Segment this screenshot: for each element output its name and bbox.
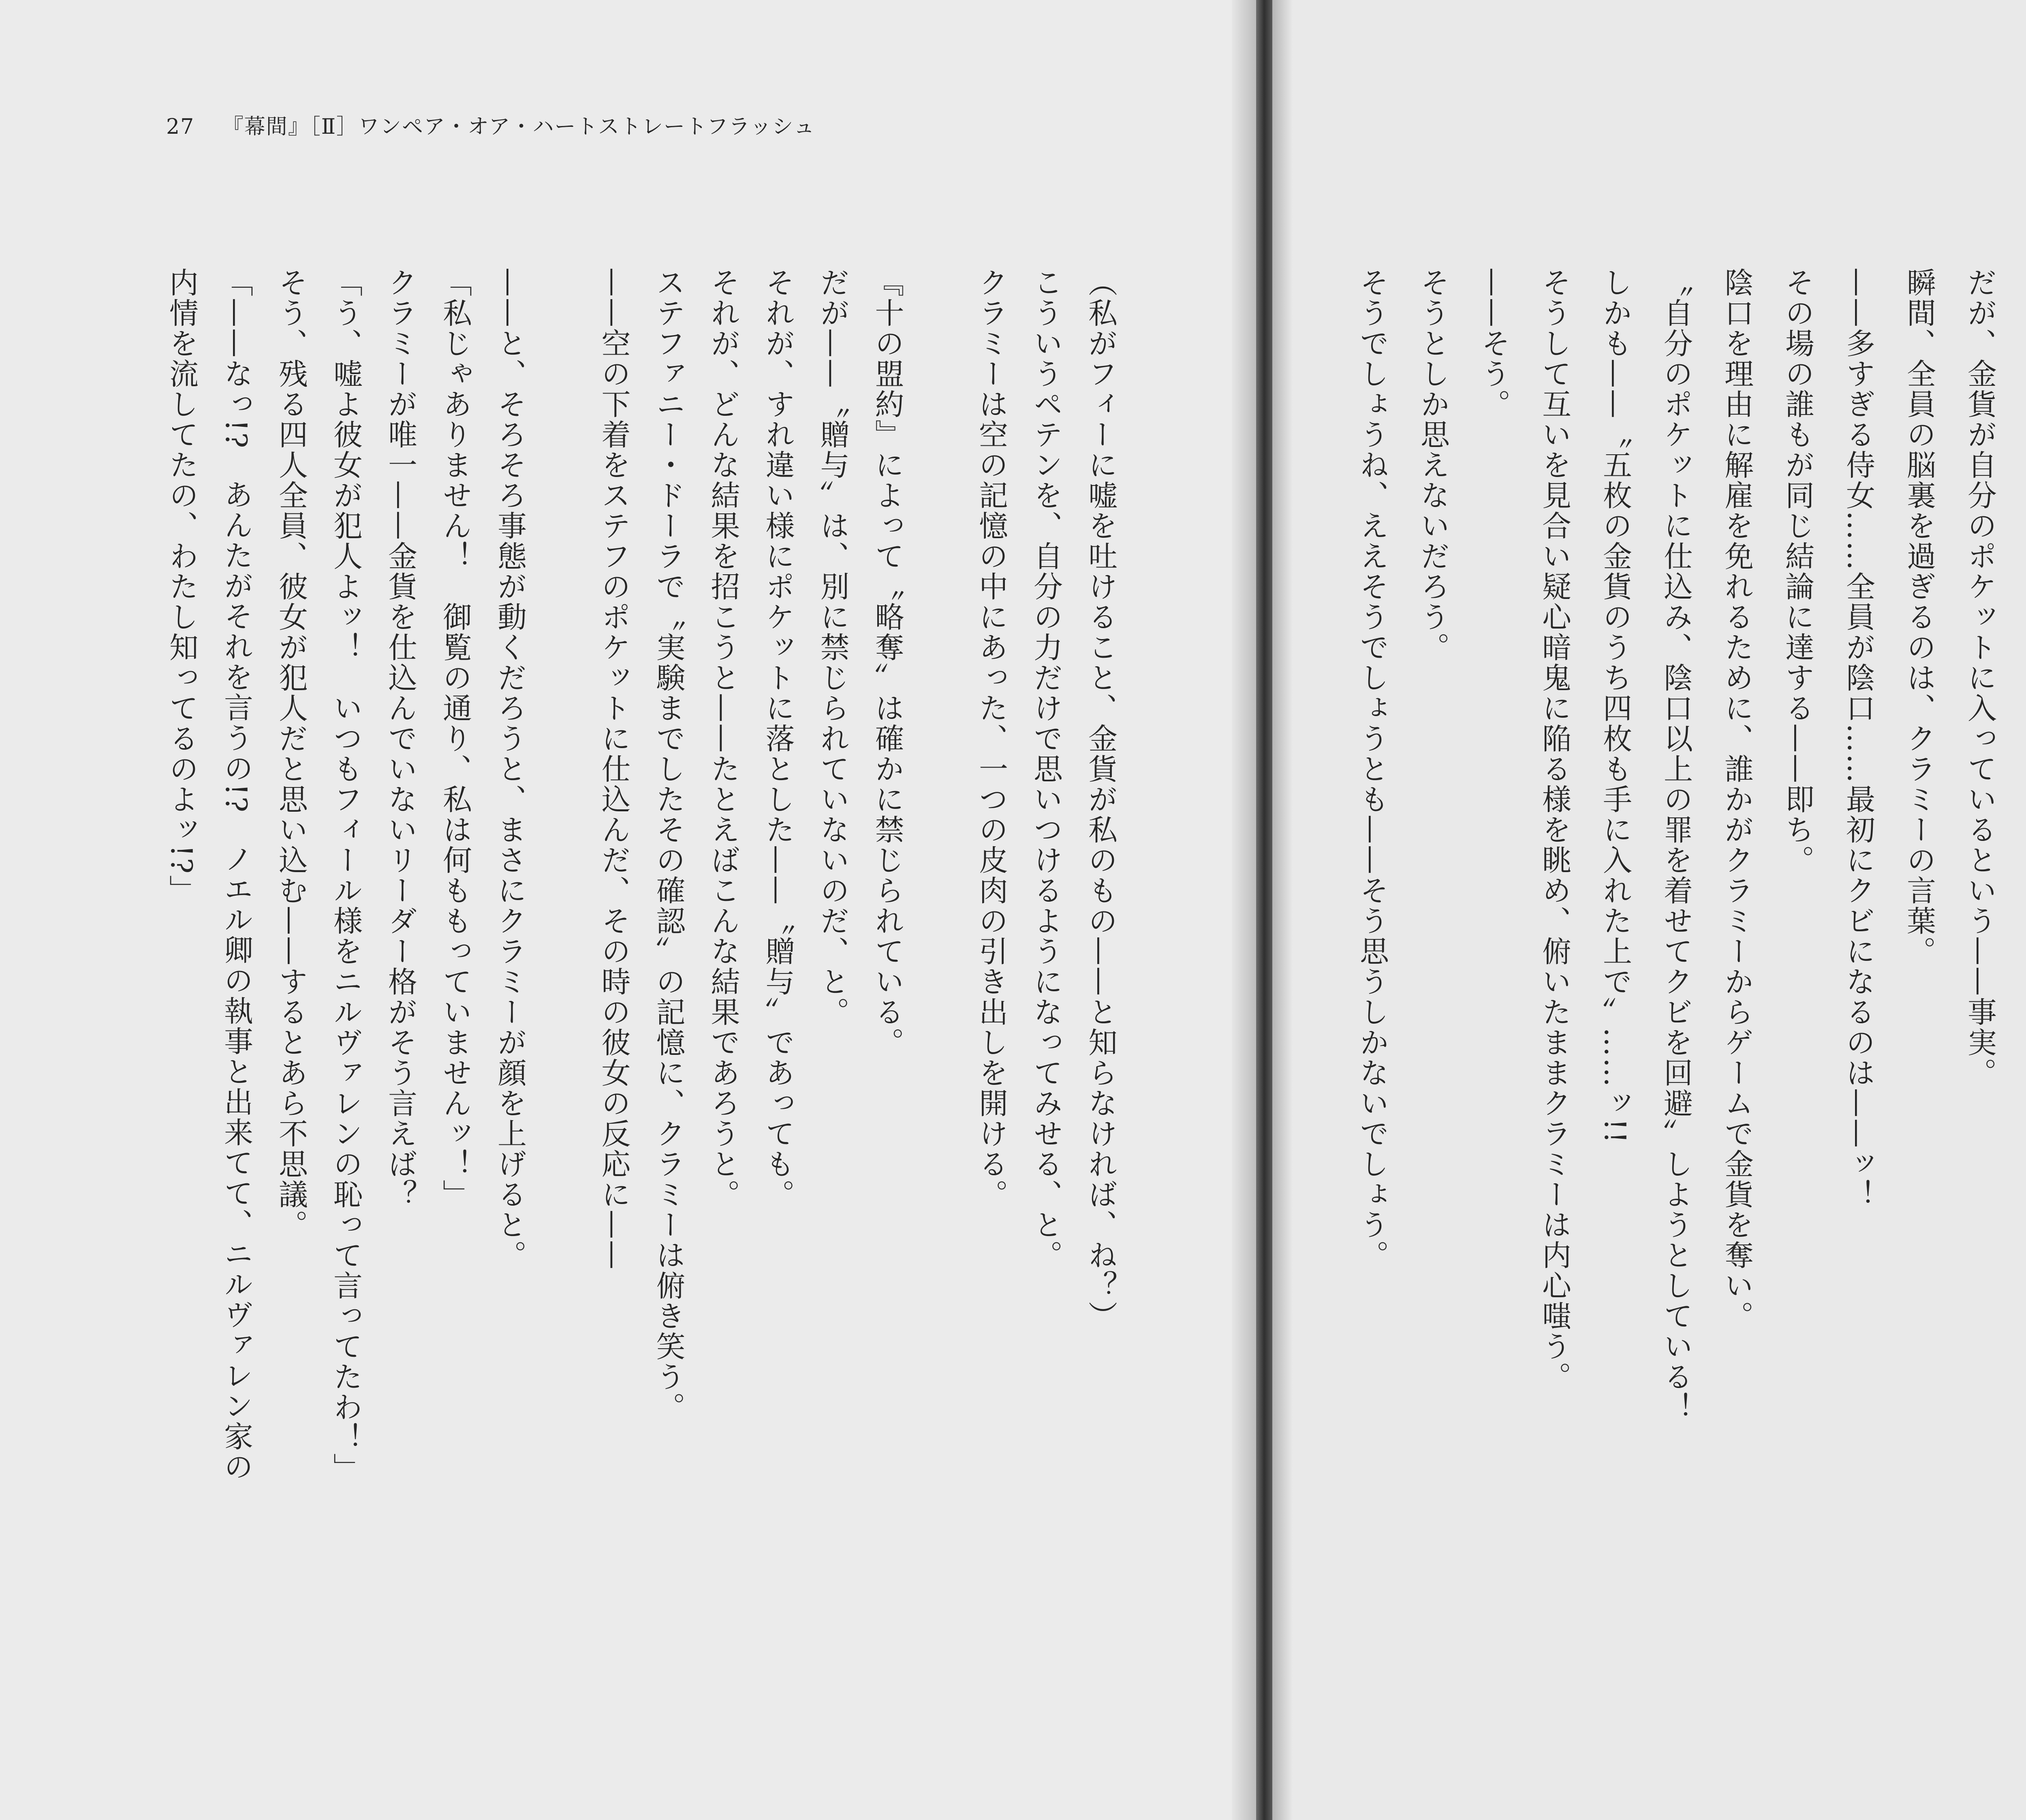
text-column: しかも——〝五枚の金貨のうち四枚も手に入れた上で〟……ッ!!: [1598, 267, 1632, 1144]
text-column: 『十の盟約』によって〝略奪〟は確かに禁じられている。: [870, 267, 904, 1058]
running-title: 『幕間』［Ⅱ］ワンペア・オア・ハートストレートフラッシュ: [222, 115, 816, 139]
text-column: 内情を流してたの、わたし知ってるのよッ!?」: [165, 267, 199, 905]
text-column: だが、金貨が自分のポケットに入っているという——事実。: [1963, 267, 1997, 1088]
text-column: 〝自分のポケットに仕込み、陰口以上の罪を着せてクビを回避〟しようとしている！: [1659, 267, 1693, 1422]
text-column: クラミーは空の記憶の中にあった、一つの皮肉の引き出しを開ける。: [974, 267, 1008, 1210]
text-column: 「私じゃありません！ 御覧の通り、私は何ももっていませんッ！」: [438, 267, 472, 1210]
text-column: そうとしか思えないだろう。: [1416, 267, 1450, 663]
text-column: クラミーが唯一——金貨を仕込んでいないリーダー格がそう言えば？: [383, 267, 417, 1210]
text-column: そう、残る四人全員、彼女が犯人だと思い込む——するとあら不思議。: [274, 267, 308, 1240]
book-spine: [1256, 0, 1272, 1820]
text-column: （私がフィーに嘘を吐けること、金貨が私のもの——と知らなければ、ね？）: [1084, 267, 1118, 1331]
text-column: ステファニー・ドーラで〝実験までしたその確認〟の記憶に、クラミーは俯き笑う。: [651, 267, 686, 1422]
gutter-shadow-left: [1232, 0, 1256, 1820]
text-column: ——多すぎる侍女……全員が陰口……最初にクビになるのは——ッ！: [1841, 267, 1875, 1210]
text-column: 陰口を理由に解雇を免れるために、誰かがクラミーからゲームで金貨を奪い。: [1720, 267, 1754, 1331]
text-column: ——空の下着をステフのポケットに仕込んだ、その時の彼女の反応に——: [596, 267, 631, 1270]
text-column: 「——なっ!? あんたがそれを言うの!? ノエル卿の執事と出来てて、ニルヴァレン家の: [219, 267, 253, 1482]
left-page-number: 27: [166, 115, 195, 139]
text-column: それが、すれ違い様にポケットに落とした——〝贈与〟であっても。: [761, 267, 795, 1210]
text-column: 「う、嘘よ彼女が犯人よッ！ いつもフィール様をニルヴァレンの恥って言ってたわ！」: [329, 267, 363, 1483]
text-column: そうして互いを見合い疑心暗鬼に陥る様を眺め、俯いたままクラミーは内心嗤う。: [1537, 267, 1571, 1392]
text-column: ——そう。: [1477, 267, 1511, 419]
text-column: 瞬間、全員の脳裏を過ぎるのは、クラミーの言葉。: [1902, 267, 1936, 967]
gutter-shadow-right: [1272, 0, 1293, 1820]
text-column: こういうペテンを、自分の力だけで思いつけるようになってみせる、と。: [1029, 267, 1063, 1270]
left-running-head: [166, 109, 815, 140]
text-column: その場の誰もが同じ結論に達する——即ち。: [1780, 267, 1814, 875]
text-column: だが——〝贈与〟は、別に禁じられていないのだ、と。: [815, 267, 850, 1027]
text-column: それが、どんな結果を招こうと——たとえばこんな結果であろうと。: [706, 267, 740, 1210]
text-column: ——と、そろそろ事態が動くだろうと、まさにクラミーが顔を上げると。: [493, 267, 527, 1270]
text-column: そうでしょうね、ええそうでしょうとも——そう思うしかないでしょう。: [1355, 267, 1389, 1270]
